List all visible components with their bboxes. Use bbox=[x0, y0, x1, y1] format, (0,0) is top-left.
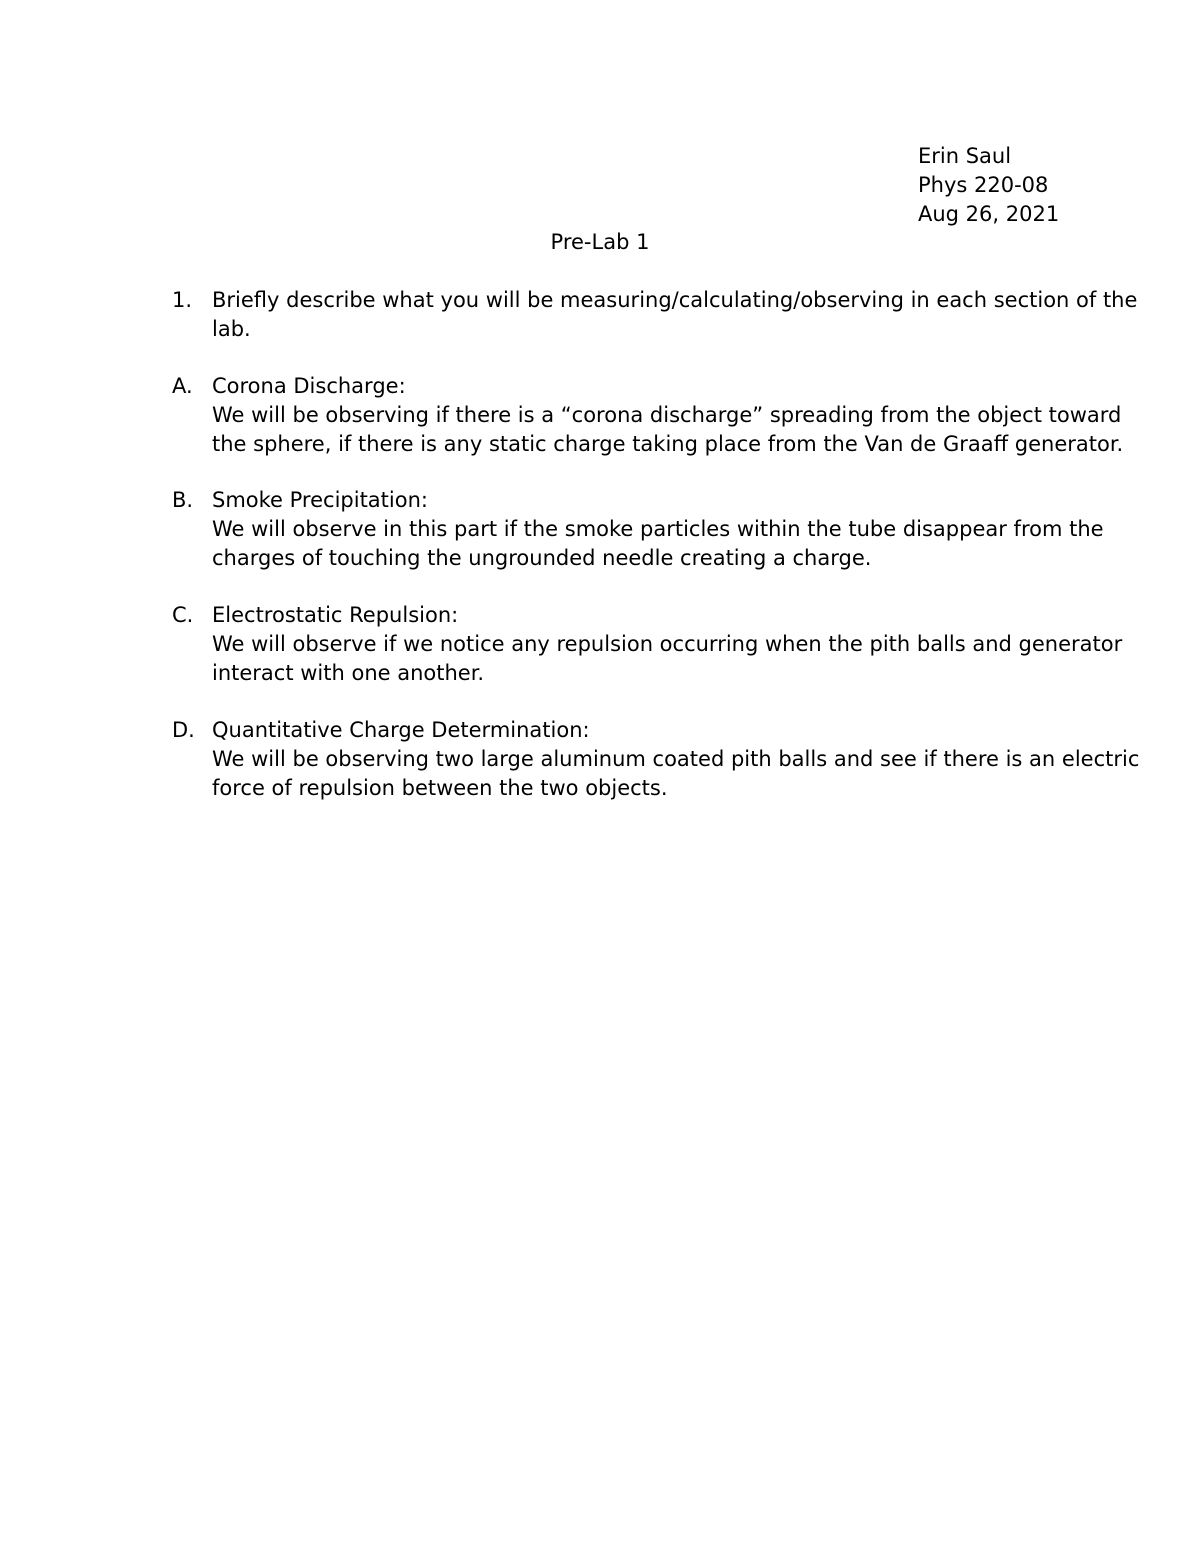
section-heading: Corona Discharge: bbox=[212, 374, 406, 398]
question-text bbox=[212, 286, 1138, 344]
section-heading: Quantitative Charge Determination: bbox=[212, 718, 590, 742]
section-quantitative-charge-determination bbox=[172, 716, 1140, 803]
section-line: We will be observing if there is a “corona discharge” spreading from the object toward bbox=[212, 403, 1122, 427]
author-name: Erin Saul bbox=[918, 144, 1012, 168]
question-line: Briefly describe what you will be measuring/calculating/observing in each section of the bbox=[212, 288, 1138, 312]
section-line: charges of touching the ungrounded needle creating a charge. bbox=[212, 546, 872, 570]
course-code: Phys 220-08 bbox=[918, 173, 1049, 197]
section-heading: Smoke Precipitation: bbox=[212, 488, 428, 512]
section-line: force of repulsion between the two objects. bbox=[212, 776, 668, 800]
question-item bbox=[172, 286, 1138, 344]
author-header bbox=[918, 142, 1178, 229]
section-letter: B. bbox=[172, 488, 194, 512]
section-line: interact with one another. bbox=[212, 661, 485, 685]
section-line: We will be observing two large aluminum coated pith balls and see if there is an electric bbox=[212, 747, 1140, 771]
section-body bbox=[212, 486, 1104, 573]
section-body bbox=[212, 601, 1123, 688]
section-electrostatic-repulsion bbox=[172, 601, 1123, 688]
section-line: the sphere, if there is any static charge taking place from the Van de Graaff generator. bbox=[212, 432, 1124, 456]
question-line: lab. bbox=[212, 317, 251, 341]
section-letter: D. bbox=[172, 718, 195, 742]
section-smoke-precipitation bbox=[172, 486, 1104, 573]
section-body bbox=[212, 716, 1140, 803]
section-line: We will observe in this part if the smoke particles within the tube disappear from the bbox=[212, 517, 1104, 541]
document-title: Pre-Lab 1 bbox=[550, 230, 650, 254]
question-number: 1. bbox=[172, 288, 193, 312]
section-corona-discharge bbox=[172, 372, 1124, 459]
section-letter: C. bbox=[172, 603, 194, 627]
section-line: We will observe if we notice any repulsion occurring when the pith balls and generator bbox=[212, 632, 1123, 656]
section-heading: Electrostatic Repulsion: bbox=[212, 603, 459, 627]
document-date: Aug 26, 2021 bbox=[918, 202, 1060, 226]
section-body bbox=[212, 372, 1124, 459]
section-letter: A. bbox=[172, 374, 193, 398]
